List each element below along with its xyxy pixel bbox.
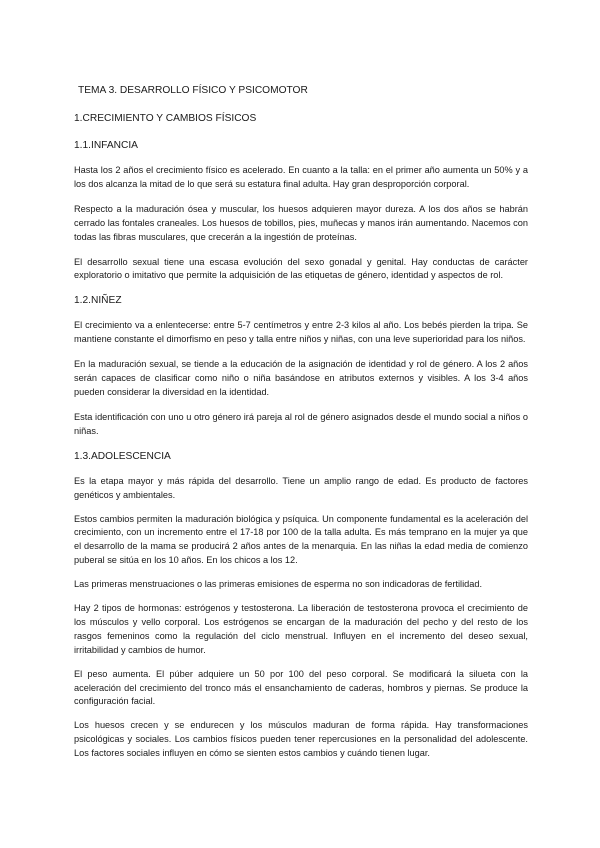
subsection-heading: 1.2.NIÑEZ: [74, 295, 122, 307]
paragraph: Hay 2 tipos de hormonas: estrógenos y testosterona. La liberación de testosterona provoca el crecimiento de los músculos y vello corporal. Los estrógenos se encargan de la maduración del pecho y del resto de los rasgos femeninos como la regulación del ciclo menstrual. Influyen en el incremento del deseo sexual, irritabilidad y cambios de humor.: [74, 603, 528, 655]
paragraph: Hasta los 2 años el crecimiento físico es acelerado. En cuanto a la talla: en el primer año aumenta un 50% y a los dos alcanza la mitad de lo que será su estatura final adulta. Hay gran desproporción corporal.: [74, 165, 528, 189]
section-heading: 1.CRECIMIENTO Y CAMBIOS FÍSICOS: [74, 113, 257, 124]
paragraph: En la maduración sexual, se tiende a la educación de la asignación de identidad y rol de género. A los 2 años serán capaces de clasificar como niño o niña basándose en atributos externos y visibles. A los 3-4 años pueden considerar la diversidad en la identidad.: [74, 359, 528, 397]
paragraph: El crecimiento va a enlentecerse: entre 5-7 centímetros y entre 2-3 kilos al año. Los bebés pierden la tripa. Se mantiene constante el dimorfismo en peso y talla entre niños y niñas, con una leve superioridad para los niños.: [74, 320, 528, 345]
subsection-ninez: [74, 294, 528, 438]
subsection-adolescencia: [74, 450, 528, 761]
subsection-infancia: [74, 139, 528, 283]
paragraph: Las primeras menstruaciones o las primeras emisiones de esperma no son indicadoras de fertilidad.: [74, 579, 483, 590]
paragraph: Es la etapa mayor y más rápida del desarrollo. Tiene un amplio rango de edad. Es producto de factores genéticos y ambientales.: [74, 475, 528, 500]
paragraph: Respecto a la maduración ósea y muscular, los huesos adquieren mayor dureza. A los dos años se habrán cerrado las fontales craneales. Los huesos de tobillos, pies, muñecas y manos irán aumentando. Nacemos con todas las fibras musculares, que crecerán a la ingestión de proteínas.: [74, 203, 528, 242]
paragraph: Esta identificación con uno u otro género irá pareja al rol de género asignados desde el mundo social a niños o niñas.: [74, 411, 528, 436]
paragraph: El peso aumenta. El púber adquiere un 50 por 100 del peso corporal. Se modificará la silueta con la aceleración del crecimiento del tronco más el ensanchamiento de caderas, hombros y piernas. Se produce la configuración facial.: [74, 668, 528, 707]
paragraph: Los huesos crecen y se endurecen y los músculos maduran de forma rápida. Hay transformaciones psicológicas y sociales. Los cambios físicos pueden tener repercusiones en la personalidad del adolescente. Los factores sociales influyen en cómo se sienten estos cambios y cuándo tienen lugar.: [74, 720, 528, 759]
subsection-heading: 1.3.ADOLESCENCIA: [74, 450, 171, 462]
document-title: TEMA 3. DESARROLLO FÍSICO Y PSICOMOTOR: [78, 85, 308, 96]
paragraph: Estos cambios permiten la maduración biológica y psíquica. Un componente fundamental es la aceleración del crecimiento, con un incremento entre el 17-18 por 100 de la talla adulta. Es más temprano en la mujer ya que el desarrollo de la mama se producirá 2 años antes de la menarquia. En las niñas la edad media de comienzo puberal se sitúa en los 10 años. En los chicos a los 12.: [74, 513, 528, 566]
paragraph: El desarrollo sexual tiene una escasa evolución del sexo gonadal y genital. Hay conductas de carácter exploratorio o imitativo que permite la adquisición de las etiquetas de género, identidad y aspectos de rol.: [74, 256, 528, 281]
subsection-heading: 1.1.INFANCIA: [74, 140, 138, 151]
